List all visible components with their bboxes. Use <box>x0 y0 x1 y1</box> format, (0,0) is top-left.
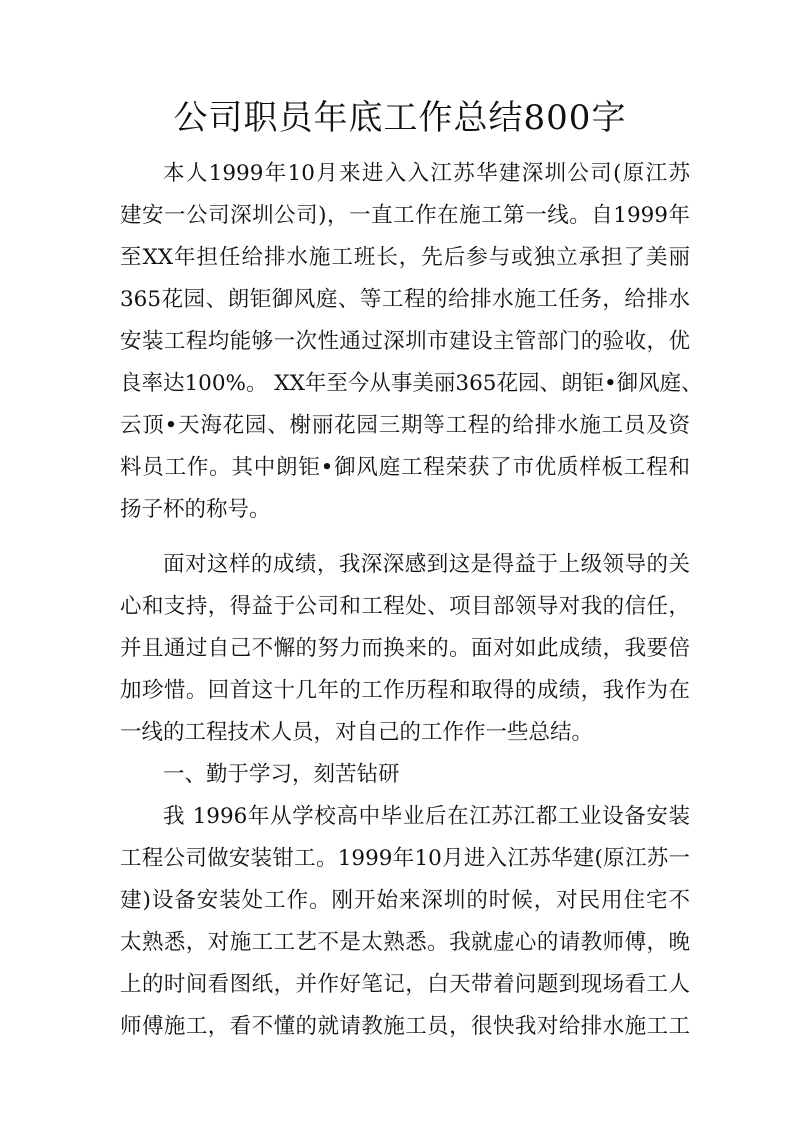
paragraph-line: 师傅施工，看不懂的就请教施工员，很快我对给排水施工工 <box>120 1014 690 1039</box>
paragraph-line: 加珍惜。回首这十几年的工作历程和取得的成绩，我作为在 <box>120 678 690 703</box>
paragraph-line: 料员工作。其中朗钜•御风庭工程荣获了市优质样板工程和 <box>120 455 690 480</box>
paragraph-line: 本人1999年10月来进入入江苏华建深圳公司(原江苏 <box>163 161 690 186</box>
paragraph-line: 扬子杯的称号。 <box>120 497 271 522</box>
document-title: 公司职员年底工作总结800字 <box>173 98 627 138</box>
paragraph-line: 建安一公司深圳公司)，一直工作在施工第一线。自1999年 <box>120 203 690 228</box>
paragraph-line: 安装工程均能够一次性通过深圳市建设主管部门的验收，优 <box>120 329 690 354</box>
paragraph-line: 心和支持，得益于公司和工程处、项目部领导对我的信任， <box>120 594 690 619</box>
paragraph-line: 我 1996年从学校高中毕业后在江苏江都工业设备安装 <box>163 804 690 829</box>
paragraph-line: 建)设备安装处工作。刚开始来深圳的时候，对民用住宅不 <box>120 888 690 913</box>
section-heading: 一、勤于学习，刻苦钻研 <box>163 762 400 787</box>
paragraph-line: 365花园、朗钜御风庭、等工程的给排水施工任务，给排水 <box>120 287 690 312</box>
paragraph-line: 云顶•天海花园、榭丽花园三期等工程的给排水施工员及资 <box>120 413 690 438</box>
paragraph-line: 上的时间看图纸，并作好笔记，白天带着问题到现场看工人 <box>120 972 690 997</box>
document-body <box>120 153 703 1048</box>
paragraph-line: 并且通过自己不懈的努力而换来的。面对如此成绩，我要倍 <box>120 636 690 661</box>
paragraph-line: 太熟悉，对施工工艺不是太熟悉。我就虚心的请教师傅，晚 <box>120 930 690 955</box>
paragraph-line: 面对这样的成绩，我深深感到这是得益于上级领导的关 <box>163 552 690 577</box>
paragraph-line: 良率达100%。 XX年至今从事美丽365花园、朗钜•御风庭、 <box>120 371 703 396</box>
paragraph-line: 工程公司做安装钳工。1999年10月进入江苏华建(原江苏一 <box>120 846 690 871</box>
paragraph-gap <box>120 531 690 544</box>
paragraph-line: 至XX年担任给排水施工班长，先后参与或独立承担了美丽 <box>120 245 690 270</box>
paragraph-line: 一线的工程技术人员，对自己的工作作一些总结。 <box>120 720 594 745</box>
